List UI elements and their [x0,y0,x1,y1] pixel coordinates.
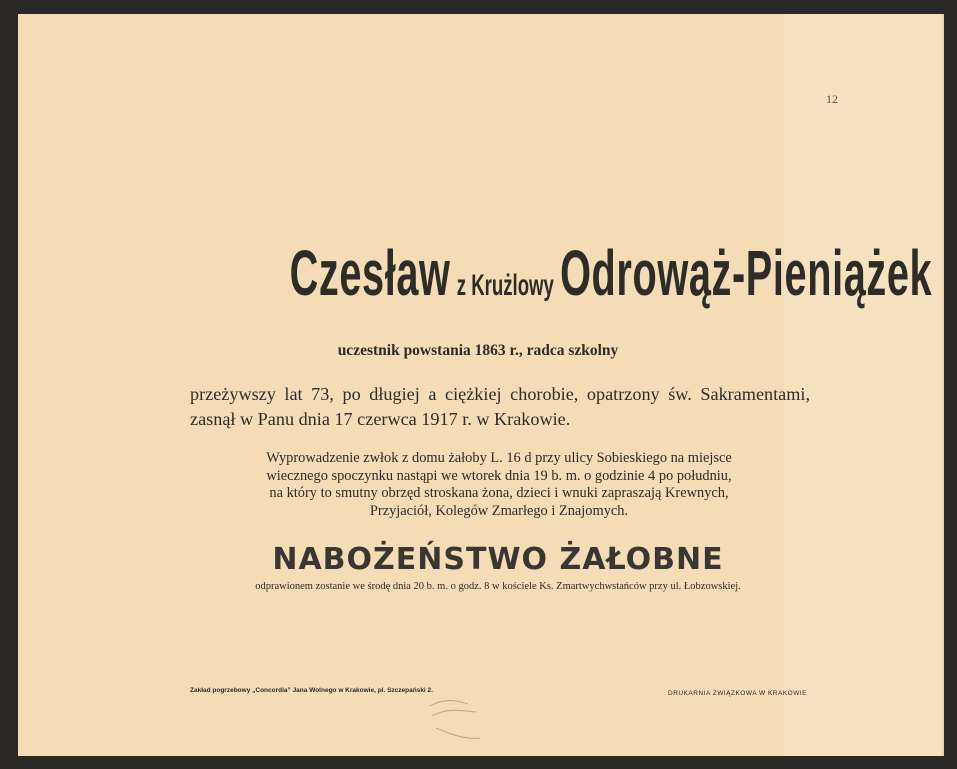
surname: Odrowąż-Pieniążek [560,237,933,309]
obituary-sheet [18,14,944,756]
death-announcement: przeżywszy lat 73, po długiej a ciężkiej chorobie, opatrzony św. Sakramentami, zasnął w Panu dnia 17 czerwca 1917 r. w Krakowie. [190,384,810,429]
page-number: 12 [826,92,838,106]
paper-edge [942,14,944,756]
deceased-name [289,236,933,310]
funeral-line: wiecznego spoczynku nastąpi we wtorek dnia 19 b. m. o godzinie 4 po południu, [266,467,732,484]
service-title: NABOŻEŃSTWO ŻAŁOBNE [272,542,724,577]
printer-imprint: DRUKARNIA ZWIĄZKOWA W KRAKOWIE [668,690,807,697]
service-details: odprawionem zostanie we środę dnia 20 b. m. o godz. 8 w kościele Ks. Zmartwychwstańców przy ul. Łobzowskiej. [255,581,741,592]
funeral-home-imprint: Zakład pogrzebowy „Concordia” Jana Wolnego w Krakowie, pl. Szczepański 2. [190,687,433,694]
first-name: Czesław [289,237,451,309]
funeral-line: Wyprowadzenie zwłok z domu żałoby L. 16 d przy ulicy Sobieskiego na miejsce [266,450,732,466]
funeral-details [190,450,808,520]
funeral-line: na który to smutny obrzęd stroskana żona, dzieci i wnuki zapraszają Krewnych, [269,485,729,501]
deceased-role: uczestnik powstania 1863 r., radca szkolny [337,342,619,359]
funeral-line: Przyjaciół, Kolegów Zmarłego i Znajomych. [369,502,629,519]
pencil-mark [426,694,486,744]
name-connector: z Krużlowy [456,269,554,302]
